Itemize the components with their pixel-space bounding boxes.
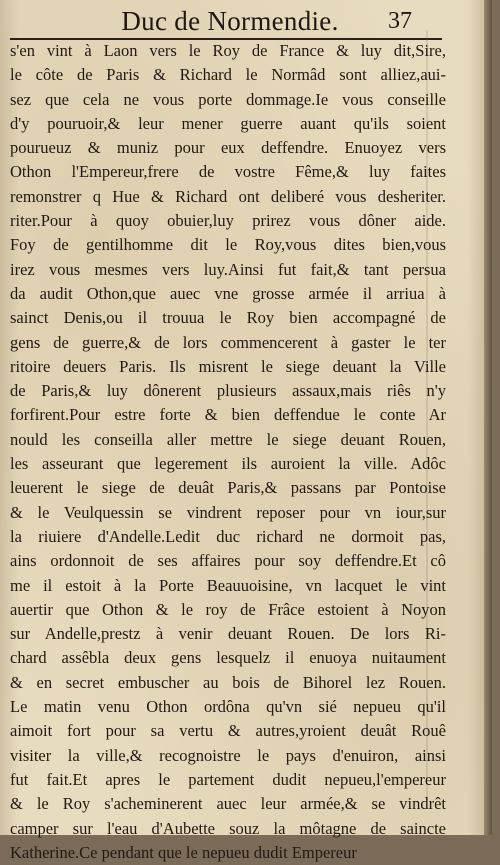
text-line: Othon l'Empereur,frere de vostre Fême,& luy faites — [10, 162, 446, 182]
text-line: irez vous mesmes vers luy.Ainsi fut fait,& tant persua — [10, 259, 446, 279]
text-line: les asseurant que legerement ils auroient la ville. Adôc — [10, 454, 446, 474]
text-line: sez que cela ne vous porte dommage.Ie vous conseille — [10, 89, 446, 109]
body-text — [10, 39, 446, 865]
text-line: le côte de Paris & Richard le Normâd sont alliez,aui- — [10, 65, 446, 85]
text-line: nould les conseilla aller mettre le siege deuant Rouen, — [10, 429, 446, 449]
text-line: visiter la ville,& recognoistre le pays d'enuiron, ainsi — [10, 745, 446, 765]
text-line: me il estoit à la Porte Beauuoisine, vn lacquet le vint — [10, 575, 446, 595]
text-line: sainct Denis,ou il trouua le Roy bien accompagné de — [10, 308, 446, 328]
text-line: de Paris,& luy dônerent plusieurs assaux,mais riês n'y — [10, 381, 446, 401]
text-line: gens de guerre,& de lors commencerent à gaster le ter — [10, 332, 446, 352]
text-line: ains ordonnoit de ses affaires pour soy deffendre.Et cô — [10, 551, 446, 571]
text-line: la riuiere d'Andelle.Ledit duc richard ne dormoit pas, — [10, 526, 446, 546]
text-line: d'y pouruoir,& leur mener guerre auant qu'ils soient — [10, 113, 446, 133]
text-line: Katherine.Ce pendant que le nepueu dudit Empereur — [10, 842, 357, 862]
page-number: 37 — [388, 8, 412, 34]
text-line: forfirent.Pour estre forte & bien deffendue le conte Ar — [10, 405, 446, 425]
page-edge — [484, 0, 492, 835]
text-line: & le Roy s'acheminerent auec leur armée,& se vindrêt — [10, 794, 446, 814]
text-line: remonstrer q Hue & Richard ont deliberé vous desheriter. — [10, 186, 446, 206]
text-line: Le matin venu Othon ordôna qu'vn sié nepueu qu'il — [10, 697, 446, 717]
running-title: Duc de Normendie. — [121, 6, 339, 36]
text-line: & le Veulquessin se vindrent reposer pour vn iour,sur — [10, 502, 446, 522]
text-line: leuerent le siege de deuât Paris,& passans par Pontoise — [10, 478, 446, 498]
text-line: Foy de gentilhomme dit le Roy,vous dites bien,vous — [10, 235, 446, 255]
text-line: aimoit fort pour sa vertu & autres,yroient deuât Rouê — [10, 721, 446, 741]
text-line: s'en vint à Laon vers le Roy de France & luy dit,Sire, — [10, 41, 446, 60]
page-header — [0, 6, 492, 40]
text-line: pourueuz & muniz pour eux deffendre. Enuoyez vers — [10, 138, 446, 158]
text-line: auertir que Othon & le roy de Frâce estoient à Noyon — [10, 599, 446, 619]
text-line: da audit Othon,que auec vne grosse armée il arriua à — [10, 283, 446, 303]
text-line: & en secret embuscher au bois de Bihorel lez Rouen. — [10, 672, 446, 692]
text-line: chard assêbla deux gens lesquelz il enuoya nuitaument — [10, 648, 446, 668]
text-line: camper sur l'eau d'Aubette souz la môtagne de saincte — [10, 818, 446, 838]
text-line: ritoire deuers Paris. Ils misrent le siege deuant la Ville — [10, 356, 446, 376]
text-line: riter.Pour à quoy obuier,luy prirez vous dôner aide. — [10, 211, 446, 231]
text-line: sur Andelle,prestz à venir deuant Rouen. De lors Ri- — [10, 624, 446, 644]
text-line: fut fait.Et apres le partement dudit nepueu,l'empereur — [10, 769, 446, 789]
